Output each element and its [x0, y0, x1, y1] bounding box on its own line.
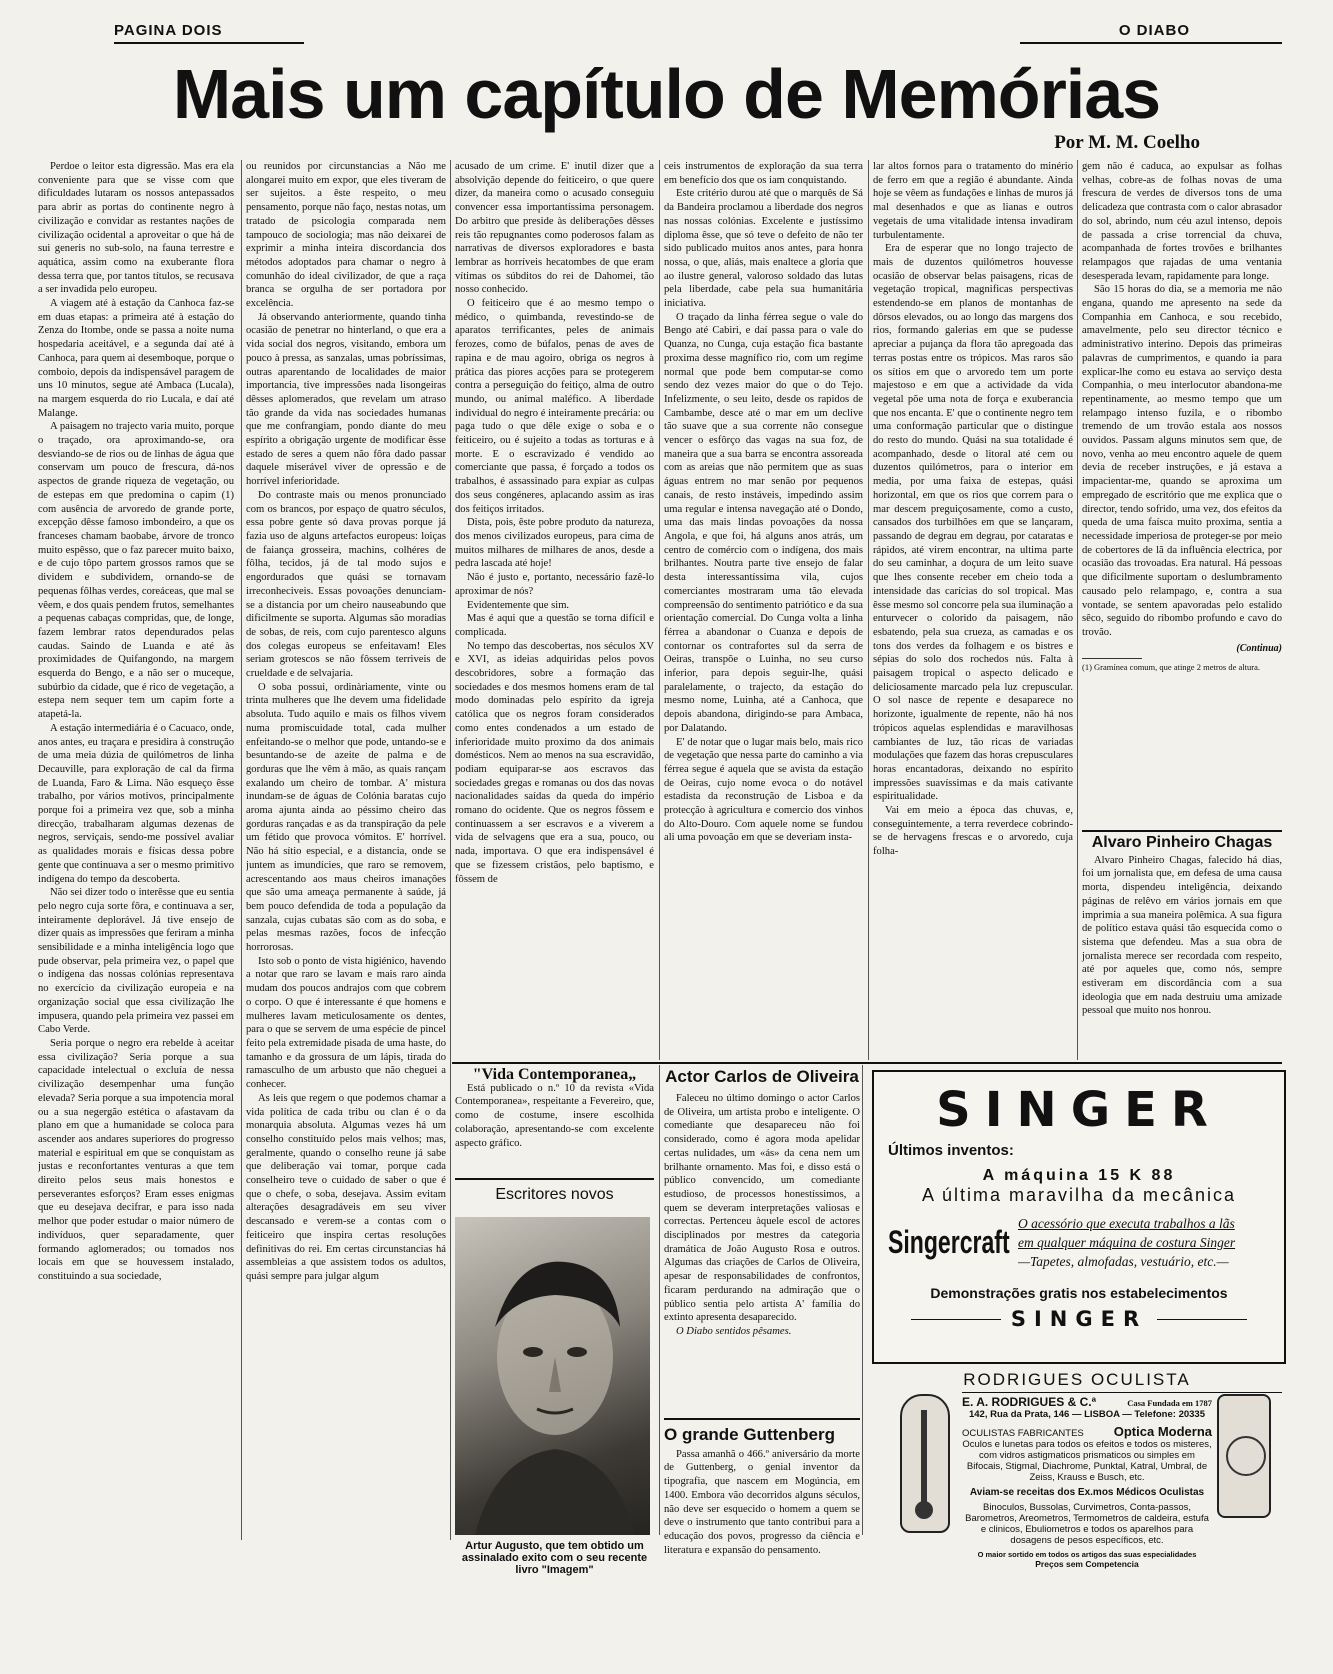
paragraph: A estação intermediária é o Cacuaco, onde, anos antes, eu traçara e presidira à construção de uma meia dúzia de quilómetros de linha Decauville, para exploração de cal da firma de Luanda, Faro & Lima. Não esqueço êsse trabalho, por vários motivos, principalmente porque foi a primeira vez que, sob a minha direcção, trabalharam algumas dezenas de negros, serviçais, sendo-me possível avaliar as qualidades morais e físicas dessa pobre gente que continuava a ser o mesmo primitivo indígena do tempo da descoberta. [38, 722, 234, 885]
paragraph: Vai em meio a época das chuvas, e, conseguintemente, a terra reverdece cobrindo-se de hervagens frescas e o arvoredo, cuja folha- [873, 805, 1073, 858]
escritores-title: Escritores novos [495, 1186, 614, 1203]
newspaper-name: O DIABO [1118, 22, 1190, 39]
optica-footer: O maior sortido em todos os artigos das suas especialidades [977, 1550, 1197, 1559]
condolence-line: O Diabo sentidos pêsames. [676, 1325, 792, 1337]
paragraph: Dista, pois, êste pobre produto da natureza, dos menos civilizados europeus, para cima de muitos milhares de milhares de anos, desde a pedra lascada até hoje! [455, 517, 654, 570]
column-divider [241, 160, 242, 1540]
chagas-section [1082, 830, 1282, 1018]
paragraph: Seria porque o negro era rebelde à aceitar essa civilização? Seria porque a sua capacidade intelectual o excluía de nessa civilização desempenhar uma função elevada? Seria porque a sua impotencia moral ou a sua negergão estética o afastavam da plano em que a humanidade se coloca para ascender aos andares superiores do progresso material e espiritual em que se conquistam as justas e reconfortantes venturas a que tem direito pelos seus mais honestos e perseverantes esforços? Eram esses enigmas que eu desejava decifrar, e para isso nada melhor que poder estudar o maior número de indivíduos, quer separadamente, quer formando aglomerados; ou tomados nos locais em que se houvessem instalado, constituindo a sua sociedade, [38, 1038, 234, 1282]
barometer-illustration [1217, 1394, 1271, 1518]
optica-address: 142, Rua da Prata, 146 — LISBOA — Telefone: 20335 [968, 1409, 1205, 1420]
craft-line-3: —Tapetes, almofadas, vestuário, etc.— [1018, 1254, 1229, 1269]
actor-title: Actor Carlos de Oliveira [665, 1067, 859, 1086]
paragraph: Passa amanhã o 466.º aniversário da morte de Guttenberg, o genial inventor da tipografia, que nascem em Mogúncia, em 1400. Embora vão decorridos alguns séculos, não deve ser esquecido o homem a quem se deve o instrumento que tanto contribui para a educação dos povos, progresso da ciência e literatura e expansão do pensamento. [664, 1448, 860, 1556]
optica-fabricantes: OCULISTAS FABRICANTES [962, 1428, 1084, 1439]
portrait-image [455, 1217, 650, 1535]
optica-founded: Casa Fundada em 1787 [1127, 1398, 1212, 1408]
paragraph: Isto sob o ponto de vista higiénico, havendo a notar que raro se lavam e mais raro ainda mudam dos poucos andrajos com que cobrem o corpo. O que é interessante é que homens e mulheres lavam meticulosamente os dentes, para o que se servem de uma espécie de pincel feito pela extremidade pisada de uma haste, do tamanho e da grossura de um lápis, tirada do ramasculho de um arbusto que não cheguei a conhecer. [246, 955, 446, 1091]
singer-machine: A máquina 15 K 88 [982, 1167, 1176, 1184]
page-section-label: PAGINA DOIS [114, 22, 223, 39]
optica-precos: Preços sem Competencia [1035, 1559, 1139, 1569]
paragraph: Não sei dizer todo o interêsse que eu sentia pelo negro cuja sorte fôra, e continuava a ser, inteiramente deplorável. Já tive ensejo de dizer quais as impressões que feriram a minha sensibilidade e a minha inteligência logo que pude observar, pela primeira vez, o papel que o indígena das nossas colónias representava no exercício da civilização europeia e na organização social que essa civilização lhe impusera, quando pela primeira vez passei em Cabo Verde. [38, 887, 234, 1036]
paragraph: O feiticeiro que é ao mesmo tempo o médico, o quimbanda, revestindo-se de aparatos terrificantes, peles de animais ferozes, como de búfalos, penas de aves de rapina e de mau agoiro, obriga os negros à prática das piores acções para se protegerem contra a perseguição do feitiço, alma de outro mundo, ou animal maléfico. A liberdade individual do negro é inteiramente precária: ou paga tudo o que dêle exige o soba e o feiticeiro, ou é sujeito a todas as torturas e à morte. E o escravizado é vendido ao comerciante que passa, é forçado a todos os trabalhos, é assassinado para expiar as culpas dos seus congéneres, aplacando assim as iras dos feitiços irritados. [455, 298, 654, 515]
column-divider [450, 160, 451, 1540]
paragraph: A paisagem no trajecto varia muito, porque o traçado, ora aproximando-se, ora desviando-se de rios ou de linhas de água que conservam um pouco de frescura, dá-nos aspectos de grande riqueza de vegetação, ou de estepas em que predomina o capim (1) com ausência de arvoredo de grande porte, excepção dêsse famoso imbondeiro, a que os franceses chamam baobabe, árvore de tronco muito espêsso, que o faz parecer muito baixo, e de cujo tôpo partem grossos ramos que se dividem e subdividem, ornando-se de pequenas fôlhas verdes, coreáceas, que mal se vêem, e dos quais pendem frutos, semelhantes a pequenas cabaças compridas, que, de longe, fazem lembrar ratos dependurados pelas caudas. Saindo de Luanda e até às proximidades de Quifangondo, na margem esquerda do Bengo, e a não ser o muceque, subúrbio da cidade, que é rico de vegetação, a estepa nem sequer tem um capim forte a atapetá-la. [38, 421, 234, 721]
paragraph: Perdoe o leitor esta digressão. Mas era ela conveniente para que se visse com que dificuldades lutaram os nossos antepassados para abrir as portas do continente negro à civilização e convidar as restantes nações de civilização ocidental a aproveitar o que há de sui generis no sub-solo, na fauna terrestre e aquática, assim como na exuberante flora dessa terra que, por tantos títulos, se recusava a ser invadida pelo europeu. [38, 161, 234, 296]
singer-tagline: A última maravilha da mecânica [921, 1185, 1237, 1205]
vida-title: "Vida Contemporanea„ [472, 1066, 637, 1083]
actor-section [664, 1068, 860, 1339]
paragraph: ceis instrumentos de exploração da sua terra em benefício dos que os iam conquistando. [664, 161, 863, 186]
optica-products: Oculos e lunetas para todos os efeitos e todos os misteres, com vidros astigmaticos prismaticos ou simples em Bifocais, Stigmal, Diachrome, Punktal, Katral, Umbral, de Zeiss, Krauss e Busch, etc. [962, 1439, 1212, 1483]
optica-instruments: Binoculos, Bussolas, Curvimetros, Conta-passos, Barometros, Areometros, Termometros de caldeira, estufa e clinicos, Ebuliometros e todos os aparelhos para dosagens de pesos específicos, etc. [965, 1502, 1209, 1546]
paragraph: Alvaro Pinheiro Chagas, falecido há dias, foi um jornalista que, em defesa de uma causa morta, dispendeu inteligência, deixando páginas de relêvo em vários jornais em que imprimia a sua maneira polêmica. A sua figura de político estava quási tão esquecida como o sistema que defendeu. Mas a sua obra de jornalista merece ser recordada com respeito, até por aqueles que, como nós, sempre estiveram em discordância com a sua ideologia que em nada destruiu uma amizade pessoal que muito nos honrou. [1082, 854, 1282, 1017]
paragraph: Mas é aqui que a questão se torna difícil e complicada. [455, 613, 654, 638]
photo-caption: Artur Augusto, que tem obtido um assinalado exito com o seu recente livro "Imagem" [461, 1540, 648, 1576]
column-divider [1077, 160, 1078, 1060]
paragraph: Já observando anteriormente, quando tinha ocasião de penetrar no hinterland, o que era a vida social dos negros, visitando, embora um pouco à pressa, as sanzalas, umas pobríssimas, outras aparentando de localidades de maior importancia, tive impressões nada lisongeiras dêsses aplomerados, que revelam um atraso tão grande da vida nas sociedades humanas que me confrangiam, pondo diante do meu espírito a obrigação urgente de modificar êsse estado de seres a quem não fôra dado passar daquele miserável viver de opressão e de horrível inferioridade. [246, 311, 446, 488]
paragraph: Do contraste mais ou menos pronunciado com os brancos, por espaço de quatro séculos, essa pobre gente só dava provas porque já fazia uso de alguns artefactos europeus: loiças de faiança grosseira, machins, colhéres de fôlha, tecidos, já de tal modo sujos e engordurados que quási se tornavam irreconheciveis. Essas povoações denunciam-se a distancia por um cheiro nauseabundo que dificilmente se suporta. Algumas são moradias de sobas, de reis, com cujo parentesco alguns dos colegas europeus se enfeitavam! Eles seriam grotescos se não fôssem terriveis de crueldade e de selvajaria. [246, 489, 446, 680]
section-rule [455, 1178, 654, 1180]
article-column-4 [664, 160, 863, 1060]
paragraph: As leis que regem o que podemos chamar a vida política de cada tribu ou clan é o da monarquia absoluta. Algumas vezes há um conselho constituído pelos mais velhos; mas, geralmente, quando o conselho reune já sabe que deliberação vai tomar, porque cada conselheiro teve o cuidado de saber o que é que o chefe, o soba, desejava. Assim evitam alterações desagradáveis em seu viver descansado e verem-se a contas com o feiticeiro que inspira certas resoluções definitivas do rei. Em certas circunstancias há assembleias a que assistem todos os adultos, quási sempre para julgar algum [246, 1092, 446, 1282]
paragraph: ou reunidos por circunstancias a Não me alongarei muito em expor, que eles tiveram de ser sujeitos. a êste respeito, o meu pensamento, porque não faço, nestas notas, um tratado de psicologia comparada nem tampouco de sociologia; mas não deixarei de exprimir a minha inteira discordancia dos métodos adoptados para chamar o negro à comunhão do ideal civilizador, de que a raça branca se orgulha de ser portadora por excelência. [246, 161, 446, 310]
paragraph: Faleceu no último domingo o actor Carlos de Oliveira, um artista probo e inteligente. O comediante que desapareceu não foi considerado, como é agora moda apelidar certas nulidades, um «ás» da cena nem um brilhante ornamento. Mas foi, e disso está o público convencido, um comediante estudioso, de processos honestíssimos, a quem se deveram interpretações valiosas e correctas. Pertenceu àquele escol de actores disciplinados por mestres da categoria dramática de João Augusto Rosa e outros. Algumas das criações de Carlos de Oliveira, apesar de responsabilidades de confrontos, ficaram perdurando na admiração que o público sentia pelo artista A' família do extinto apresenta desaparecido. [664, 1093, 860, 1324]
singer-subtitle: Últimos inventos: [888, 1142, 1014, 1159]
footnote: (1) Gramínea comum, que atinge 2 metros de altura. [1082, 662, 1260, 673]
article-column-5 [873, 160, 1073, 1060]
craft-line-1: O acessório que executa trabalhos a lãs [1018, 1216, 1235, 1231]
paragraph: A viagem até à estação da Canhoca faz-se em duas etapas: a primeira até à estação do Zenza do Itombe, onde se passa a noite numa hospedaria aceitável, e a segunda daí até à Canhoca, para quem ai desemboque, porque o comboio, depois da indispensável paragem de uns 10 minutos, segue até Ambaca (Lucala), na margem esquerda do rio Lucala, e daí até Malange. [38, 298, 234, 419]
continua-label: (Continua) [1236, 642, 1282, 654]
author-portrait-photo [455, 1217, 650, 1535]
singer-demo: Demonstrações gratis nos estabelecimentos [930, 1285, 1228, 1301]
paragraph: O soba possui, ordinàriamente, vinte ou trinta mulheres que lhe devem uma fidelidade absoluta. Tudo aquilo e mais os filhos vivem numa promiscuidade total, cada mulher enfeitando-se o melhor que pode, untando-se e besuntando-se de azeite de palma e de gorduras que lhe vêm à mão, as quais rançam exalando um cheiro de tombar. A' mistura inundam-se de águas de Colónia baratas cujo aroma ajunta ainda ao péssimo cheiro das gorduras rançadas e as da transpiração da pele um fétido que provoca vómitos. E' horrível. Não há sítio especial, e a distancia, onde se juntem as imundícies, que raro se removem, acrescentando aos maus cheiros imanações que são uma ameaça permanente à saúde, já bem pouco defendida de toda a população da sanzala, cujas cubatas são com as do soba, e pelas mesmas razões, focos de infecção horrorosas. [246, 681, 446, 954]
paragraph: O traçado da linha férrea segue o vale do Bengo até Cabiri, e daí passa para o vale do Quanza, no Cunga, cuja estação fica bastante proxima desse magnífico rio, com um regime normal que pode bem computar-se como sendo dez vezes maior do que o do Tejo. Infelizmente, o seu leito, desde os rapidos de Cambambe, desce até o mar em um declive tão suave que a sua corrente não consegue vencer o esfôrço das vagas na sua foz, de maneira que a sua barra se encontra assoreada com as areias que não permitem que as suas águas entrem no mar senão por pequenos canais, de resto instáveis, impedindo assim uma regular e intensa navegação até o Dondo, uma das mais lindas povoações da nossa Angola, e que foi, há alguns anos atrás, um centro de comércio com o indígena, dos mais brilhantes. Noutra parte tive ensejo de falar desta interessantíssima vila, cujos comerciantes mostraram uma tão elevada compreensão do sentimento patriótico e da sua orientação comercial. Do Cunga volta a linha férrea a abandonar o Cuanza e depois de contornar os contrafortes sul da serra de Oeiras, transpõe o Luinha, no seu curso inferior, para depois seguir-lhe, quási paralelamente, o trajecto, da estação do mesmo nome, Luinha, até a Canhoca, que depois abandona, dirigindo-se para Ambaca, por Dalatando. [664, 311, 863, 734]
vida-section [455, 1068, 654, 1150]
chagas-title: Alvaro Pinheiro Chagas [1091, 834, 1273, 851]
section-rule [452, 1062, 1282, 1064]
column-divider [862, 1065, 863, 1535]
paragraph: E' de notar que o lugar mais belo, mais rico de vegetação que nessa parte do caminho a via férrea segue é aquela que se avista da estação de Oeiras, cujo nome evoca o do notável estadista da reconstrução de Lisboa e da protecção à agricultura e comercio dos vinhos do Alto-Douro. Com aquele nome se fundou ali uma povoação em que se deveriam insta- [664, 736, 863, 844]
article-title: Mais um capítulo de Memórias [172, 55, 1161, 133]
column-divider [868, 160, 869, 1060]
optica-receitas: Aviam-se receitas dos Ex.mos Médicos Oculistas [969, 1487, 1205, 1498]
section-rule [664, 1418, 860, 1420]
column-divider [659, 160, 660, 1060]
singer-brand-footer: SINGER [1010, 1307, 1148, 1331]
paragraph: São 15 horas do dia, se a memoria me não engana, quando me apresento na sede da Companhia em Canhoca, e sou recebido, amavelmente, pelo seu director técnico e administrativo interino. Depois das primeiras palavras de cumprimentos, e quando ia para explicar-lhe como eu estava ao serviço desta Companhia, o meu interlocutor abandona-me repentinamente, ao mesmo tempo que um relampago intenso fuzila, e o ribombo tremendo de um trovão estala aos nossos ouvidos. Passam alguns minutos sem que, de novo, venha ao meu encontro aquele de quem devia de receber instruções, e já estava a impacientar-me, quando se aproxima um empregado de escritório que me explica que o director, tendo sofrido, uma vez, dos efeitos da queda de uma faísca muito proxima, sentia a necessidade imperiosa de proteger-se por meio de cobertores de lã da influência electrica, por ocasião das trovoadas. Era natural. Há pessoas que dificilmente suportam o deslumbramento causado pelo relampago, e, contra a sua vontade, se sentem apavoradas pelo estalido sêco, seguido do ribombo profundo e cavo do trovão. [1082, 284, 1282, 638]
paragraph: Não é justo e, portanto, necessário fazê-lo aproximar de nós? [455, 572, 654, 597]
optica-firm: E. A. RODRIGUES & C.ª [962, 1395, 1097, 1409]
header-rule-left [114, 42, 304, 44]
optica-moderna: Optica Moderna [1113, 1424, 1212, 1439]
article-column-1 [38, 160, 234, 1540]
guttenberg-title: O grande Guttenberg [664, 1425, 835, 1444]
column-divider [659, 1065, 660, 1535]
singer-brand: SINGER [936, 1082, 1222, 1138]
thermometer-illustration [900, 1394, 950, 1533]
guttenberg-section [664, 1425, 860, 1557]
paragraph: lar altos fornos para o tratamento do minério de ferro em que a região é abundante. Ainda hoje se vêem as fundações e linhas de muros já mal desenhados e que as lianas e outros vegetais de uma vitalidade intensa invadiram turbulentamente. [873, 161, 1073, 241]
singercraft-logo: Singercraft [888, 1224, 1010, 1260]
optica-title: RODRIGUES OCULISTA [963, 1370, 1191, 1389]
optica-advertisement [872, 1370, 1282, 1569]
paragraph: Está publicado o n.º 10 da revista «Vida Contemporanea», respeitante a Fevereiro, que, como de costume, insere escolhida colaboração, apresentando-se com excelente aspecto gráfico. [455, 1082, 654, 1149]
article-column-3 [455, 160, 654, 1060]
paragraph: Era de esperar que no longo trajecto de mais de duzentos quilómetros houvesse ocasião de observar belas paisagens, ricas de vegetação tropical, magnificas perspectivas estendendo-se em planos de montanhas de dôrsos elevados, ou ao longo das margens dos rios, formando galerias em que se pudesse apreciar a pujança da flora tão apregoada das terras postas entre os trópicos. Mas raros são os sítios em que o arvoredo tem um porte majestoso e em que a actividade da vida vegetal põe uma nota de força e exuberancia que nos encanta. E' que o continente negro tem uma conformação particular que o distingue do resto do mundo. Quási na sua totalidade é acompanhado, desde o litoral até cem ou duzentos quilómetros, para o interior em media, por uma faixa de estepas, quási horizontal, em que os rios que correm para o mar descem preguiçosamente, como a custo, cansados dos turbilhões em que se lançaram, passando de degrau em degrau, por cataratas e rápidos, até virem encontrar, na ultima parte do seu caminhar, a doçura de um leito suave que lhes consente receber em cheio toda a intensidade das carícias do sol tropical. Mas êsse mesmo sol concorre pela sua iluminação a enturvecer o colorido da paisagem, não esbatendo, pela sua crueza, as camadas e os tons dos verdes da folhagem e os bistres e sépias do solo dos rochedos nús. Falta à paisagem tropical o aspecto delicado e deliciosamente marcado pela luz crepuscular. O sol nasce de repente e desaparece no horizonte, igualmente de repente, não há nos trópicos aquelas esplendidas e maravilhosas cambiantes de luz, tão ricas de variadas modulações que fazem das horas crepusculares horas encantadoras, deixando no espírito impressões suavíssimas e da mais cativante espiritualidade. [873, 243, 1073, 803]
byline: Por M. M. Coelho [1054, 132, 1200, 153]
paragraph: gem não é caduca, ao expulsar as folhas velhas, cobre-as de folhas novas de uma frescura de verdes de diversos tons de uma delicadeza que contrasta com o calor abrasador do sol, abrindo, num céu azul intenso, depois de passada a crise torrencial da chuva, acompanhada de fortes trovões e brilhantes relampagos que rajadas de uma ventania desesperada levam, rapidamente para longe. [1082, 161, 1282, 282]
paragraph: Evidentemente que sim. [467, 599, 570, 611]
paragraph: acusado de um crime. E' inutil dizer que a absolvição depende do feiticeiro, o que quere dizer, da maneira como o acusado conseguiu convencer essa importantíssima personagem. Do arbitro que preside às deliberações dêsses reis tão repugnantes como poderosos falam as narrativas de diversos exploradores e basta lembrar as horríveis hecatombes de que eram vítimas os súbditos do rei de Dahomei, tão nosso conhecido. [455, 161, 654, 296]
paragraph: Este critério durou até que o marquês de Sá da Bandeira proclamou a liberdade dos negros nas nossas colónias. Excelente e justíssimo diploma êsse, que só teve o defeito de não ter sido publicado muitos anos antes, para honra nossa, o que, aliás, mais enaltece a gloria que ao ilustre general, valoroso soldado das lutas pela liberdade, cabe pela sua humanitária iniciativa. [664, 188, 863, 310]
header-rule-right [1020, 42, 1282, 44]
craft-line-2: em qualquer máquina de costura Singer [1018, 1235, 1236, 1250]
singer-advertisement [872, 1070, 1286, 1364]
article-column-6 [1082, 160, 1282, 920]
article-column-2 [246, 160, 446, 1540]
paragraph: No tempo das descobertas, nos séculos XV e XVI, as ideias adquiridas pelos povos descobridores, sobre a formação das sociedades e dos mesmos homens eram de tal modo dominadas pelo espírito da igreja católica que os negros foram considerados como entes condenados a um estado de inferioridade muito proximo da dos animais domésticos. Nem ao menos na sua escravidão, podiam equiparar-se aos escravos das sociedades gregas e romanas ou dos das novas nacionalidades saídas da queda do império romano do ocidente. Que os negros fôssem e continuassem a ser escravos e a viverem a vida de selvagens que era a sua, pouco, ou nada, importava. O que era indispensável é que se fizessem cristãos, pelo baptismo, e fôssem de [455, 640, 654, 885]
